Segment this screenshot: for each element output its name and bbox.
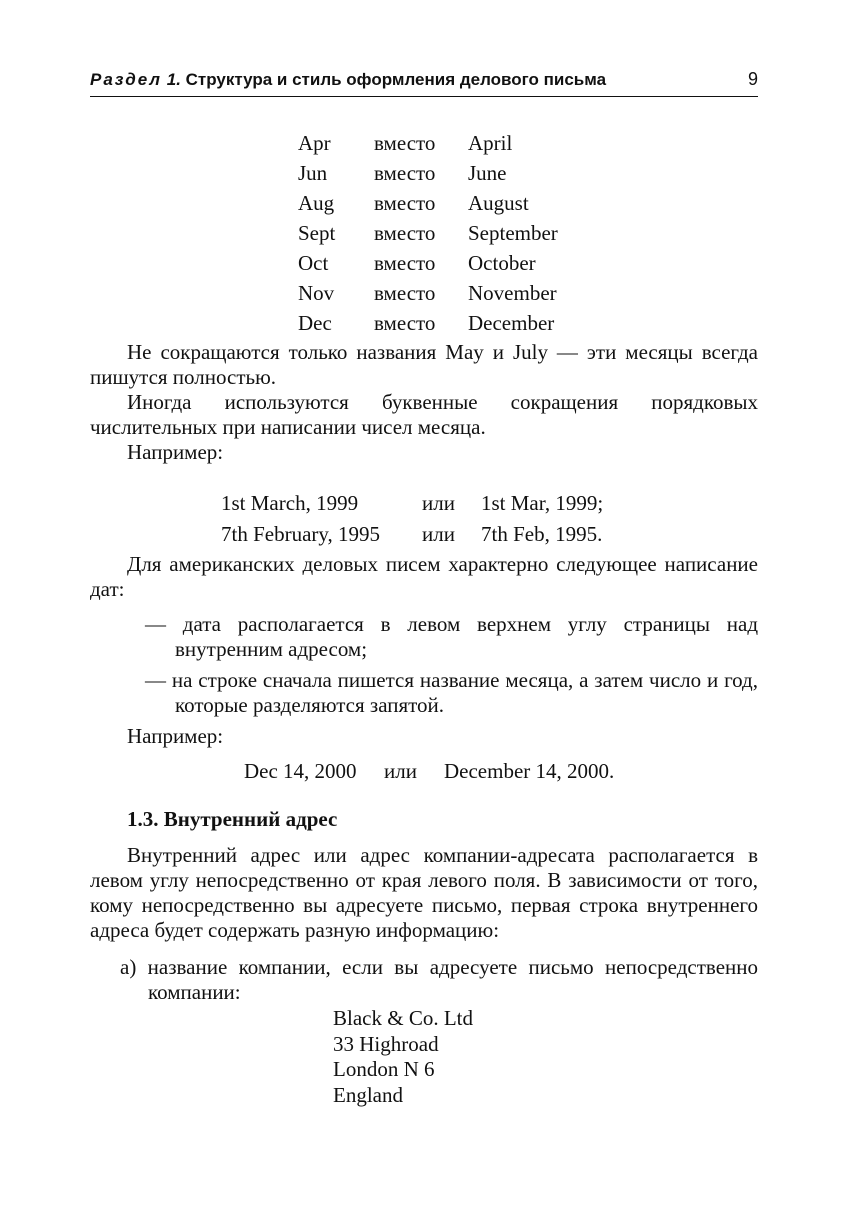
month-abbr: Jun: [298, 161, 328, 185]
us-date-short: Dec 14, 2000: [244, 759, 357, 783]
chapter-title: Структура и стиль оформления делового письма: [185, 70, 607, 89]
month-full: April: [468, 131, 513, 155]
address-line: England: [333, 1082, 403, 1107]
us-date-connector: или: [384, 759, 417, 783]
section-label: Раздел: [90, 70, 162, 89]
paragraph-ordinals: Иногда используются буквенные сокращения порядковых числительных при написании чисел месяца.: [90, 390, 758, 439]
month-full: June: [468, 161, 507, 185]
date-example-full: 1st March, 1999: [221, 491, 359, 515]
month-abbr: Dec: [298, 311, 332, 335]
month-full: September: [468, 221, 558, 245]
month-row: [298, 158, 558, 188]
month-connector: вместо: [374, 281, 436, 305]
month-abbreviation-table: [298, 128, 558, 338]
us-date-full: December 14, 2000.: [444, 759, 615, 783]
paragraph-american-dates: Для американских деловых писем характерно следующее написание дат:: [90, 552, 758, 601]
month-connector: вместо: [374, 251, 436, 275]
paragraph-may-july: Не сокращаются только названия May и July — эти месяцы всегда пишутся полностью.: [90, 340, 758, 389]
month-connector: вместо: [374, 161, 436, 185]
date-example-connector: или: [422, 491, 455, 515]
month-connector: вместо: [374, 221, 436, 245]
month-connector: вместо: [374, 131, 436, 155]
for-example-label: Например:: [127, 724, 224, 748]
page-number: 9: [747, 69, 758, 89]
section-number: 1.: [166, 70, 181, 89]
dash-list-item: — на строке сначала пишется название месяца, а затем число и год, которые разделяются запятой.: [145, 668, 758, 717]
month-connector: вместо: [374, 191, 436, 215]
date-example-row: [221, 519, 603, 550]
dash-list-item: — дата располагается в левом верхнем углу страницы над внутренним адресом;: [145, 612, 758, 661]
month-full: August: [468, 191, 529, 215]
month-abbr: Oct: [298, 251, 329, 275]
date-example-short: 7th Feb, 1995.: [481, 522, 603, 546]
address-line: London N 6: [333, 1057, 435, 1081]
month-abbr: Sept: [298, 221, 336, 245]
month-full: October: [468, 251, 536, 275]
address-block: [333, 1006, 473, 1108]
month-row: [298, 248, 558, 278]
date-example-full: 7th February, 1995: [221, 522, 381, 546]
month-abbr: Apr: [298, 131, 331, 155]
month-abbr: Aug: [298, 191, 335, 215]
us-date-example: [244, 756, 614, 786]
date-examples: [221, 488, 603, 550]
lettered-list-item: а) название компании, если вы адресуете письмо непосредственно компании:: [120, 955, 758, 1004]
date-example-short: 1st Mar, 1999;: [481, 491, 604, 515]
month-row: [298, 278, 558, 308]
date-example-connector: или: [422, 522, 455, 546]
month-full: December: [468, 311, 555, 335]
paragraph-inner-address: Внутренний адрес или адрес компании-адресата располагается в левом углу непосредственно от края левого поля. В зависимости от того, кому непосредственно вы адресуете письмо, первая строка внутреннего адреса будет содержать разную информацию:: [90, 843, 758, 942]
date-example-row: [221, 488, 603, 519]
month-row: [298, 308, 558, 338]
section-heading: 1.3. Внутренний адрес: [127, 807, 338, 831]
month-row: [298, 188, 558, 218]
address-line: 33 Highroad: [333, 1031, 439, 1056]
address-line: Black & Co. Ltd: [333, 1006, 473, 1030]
running-head: [90, 70, 758, 97]
month-abbr: Nov: [298, 281, 335, 305]
month-row: [298, 128, 558, 158]
for-example-label: Например:: [127, 440, 224, 464]
month-full: November: [468, 281, 557, 305]
month-row: [298, 218, 558, 248]
month-connector: вместо: [374, 311, 436, 335]
